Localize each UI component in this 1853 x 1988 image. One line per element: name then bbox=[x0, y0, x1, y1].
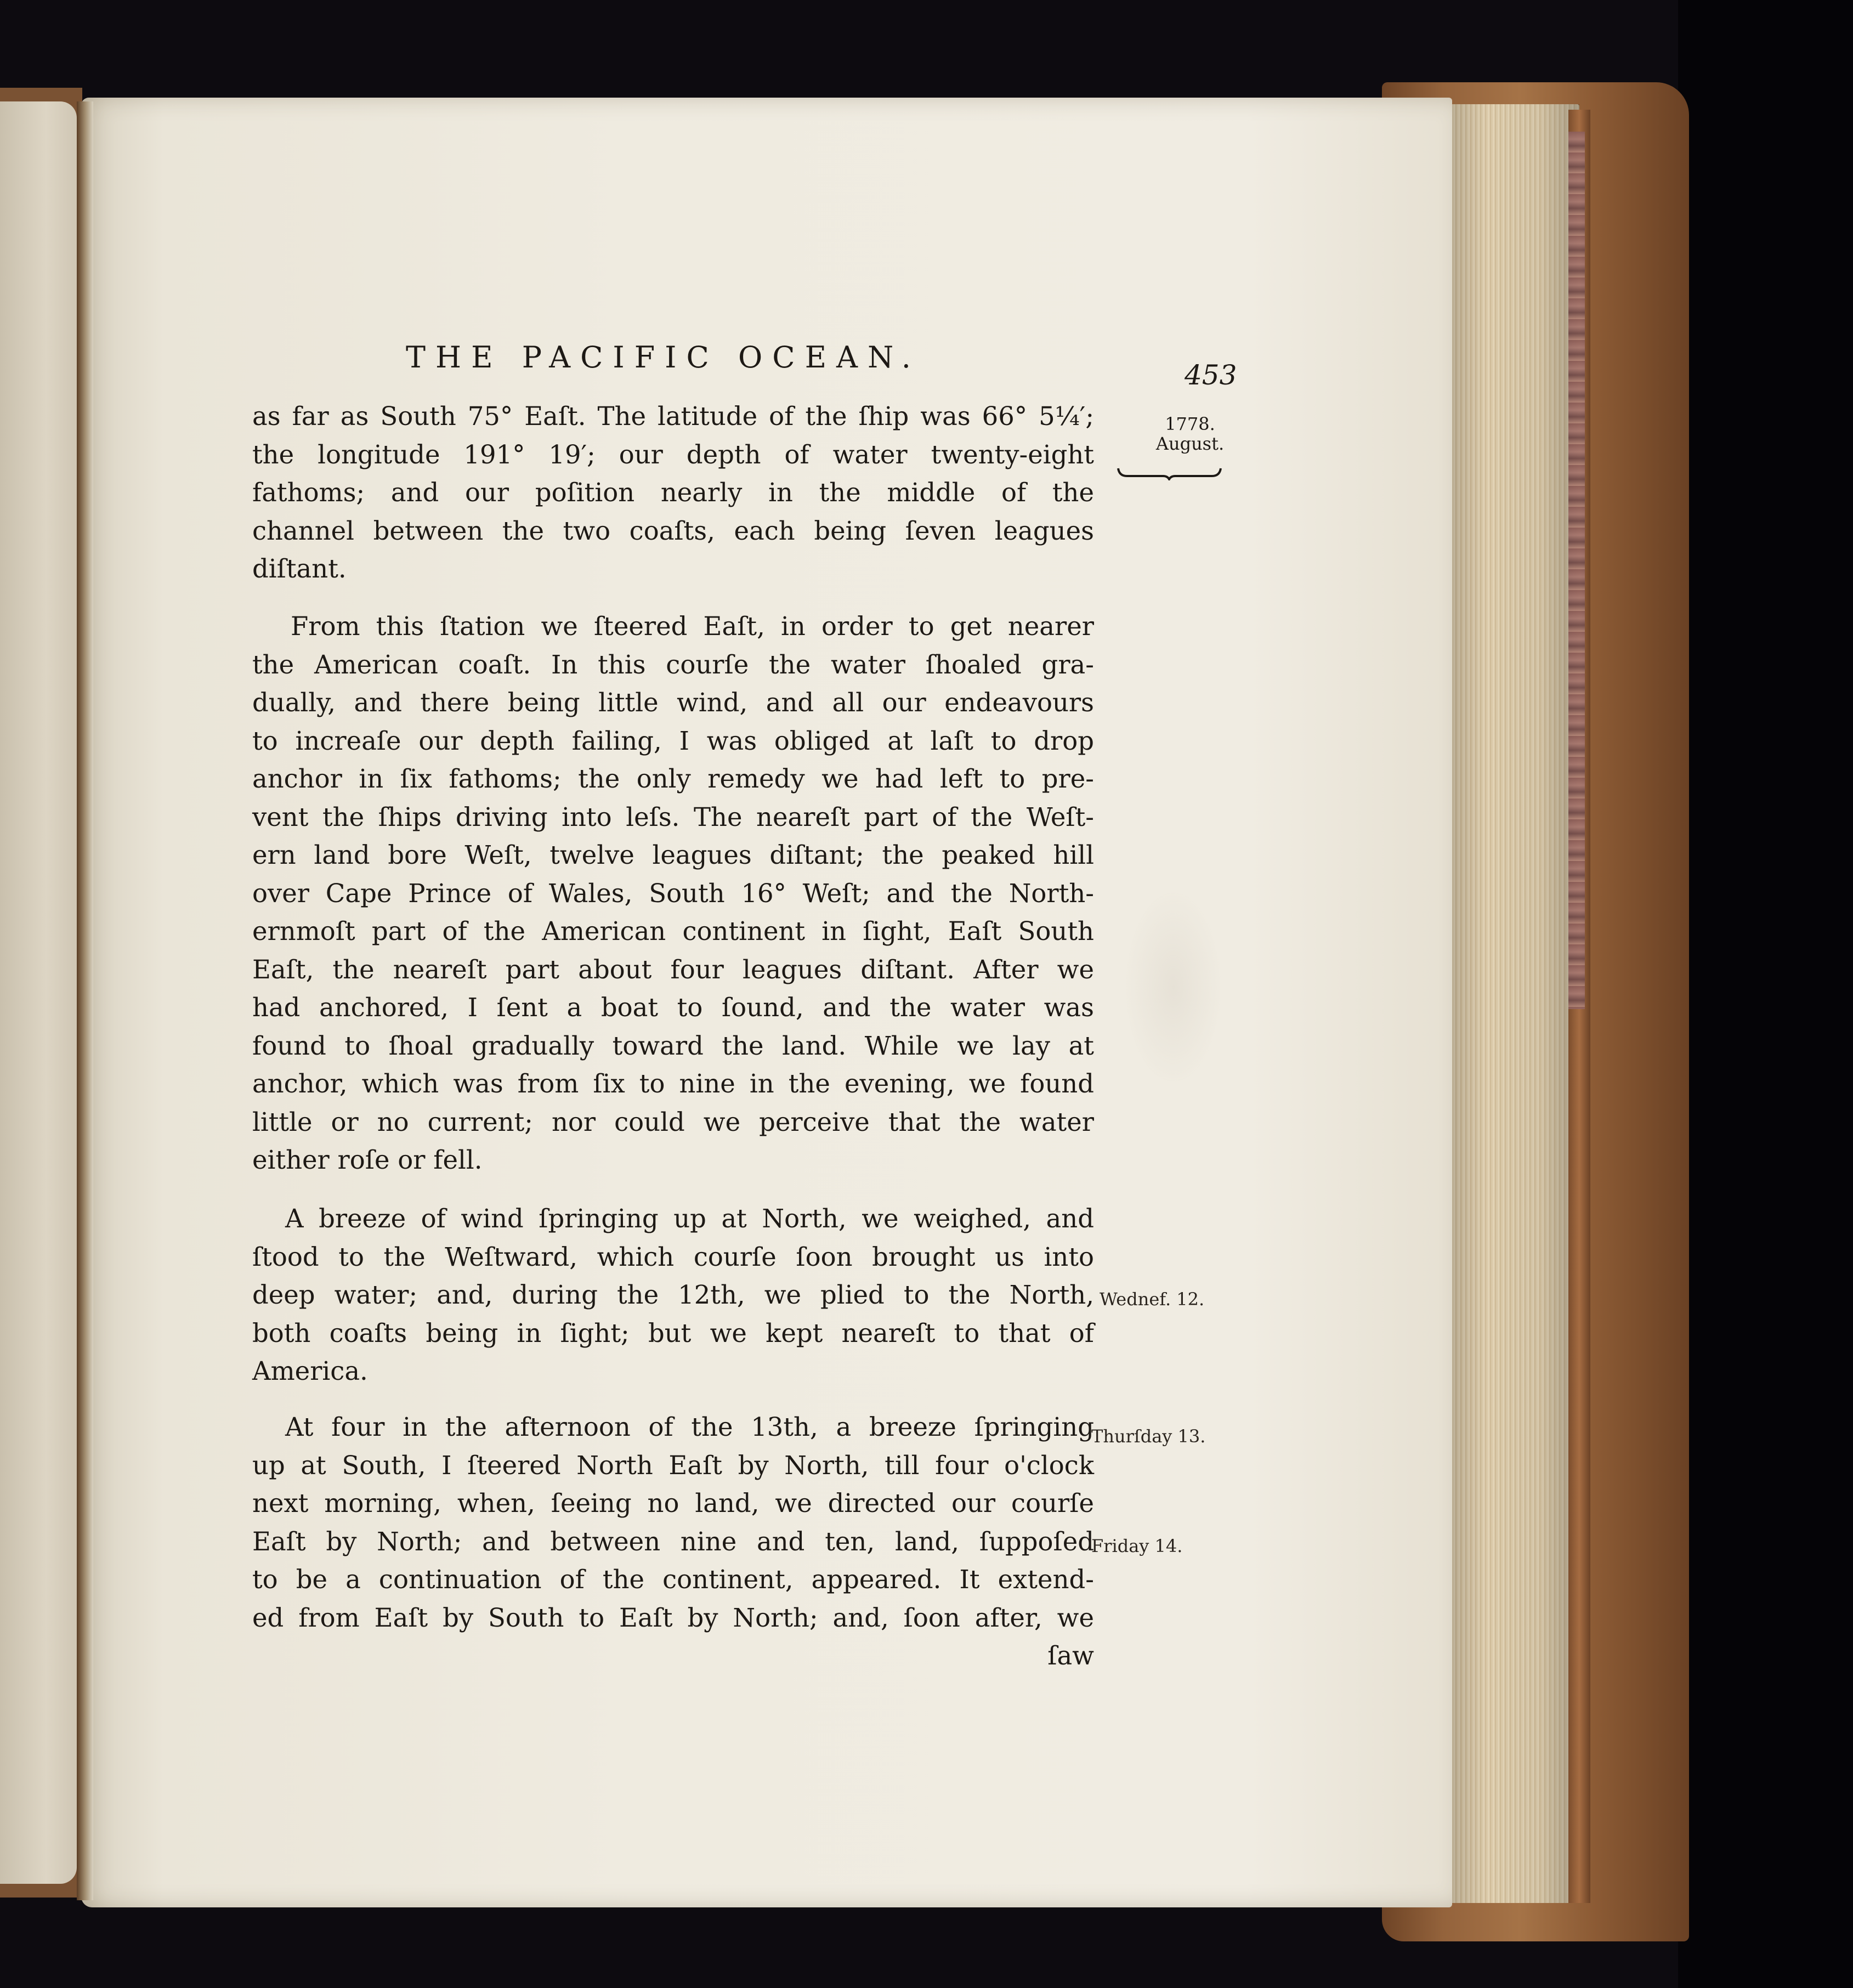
text-line: America. bbox=[252, 1356, 368, 1386]
text-line: A breeze of wind ſpringing up at North, we weighed, and bbox=[285, 1204, 1094, 1233]
text-line: to increaſe our depth failing, I was obliged at laſt to drop bbox=[252, 726, 1094, 756]
text-line: vent the ſhips driving into leſs. The neareſt part of the Weſt- bbox=[252, 802, 1094, 832]
margin-date bbox=[1141, 414, 1239, 454]
side-note-thursday: Thurſday 13. bbox=[1091, 1426, 1206, 1447]
text-line: found to ſhoal gradually toward the land. While we lay at bbox=[252, 1030, 1094, 1061]
text-line: up at South, I ſteered North Eaſt by North, till four o'clock bbox=[252, 1450, 1094, 1480]
text-line: ſtood to the Weſtward, which courſe ſoon brought us into bbox=[252, 1242, 1094, 1272]
page-number: 453 bbox=[1185, 359, 1237, 391]
gutter bbox=[77, 101, 93, 1900]
text-line: fathoms; and our poſition nearly in the middle of the bbox=[252, 478, 1094, 507]
margin-month: August. bbox=[1155, 433, 1225, 454]
text-line: to be a continuation of the continent, appeared. It extend- bbox=[252, 1565, 1094, 1594]
text-line: had anchored, I ſent a boat to ſound, and the water was bbox=[252, 993, 1094, 1022]
text-line: dually, and there being little wind, and all our endeavours bbox=[252, 688, 1094, 717]
paragraph-1 bbox=[252, 398, 1094, 588]
background bbox=[1678, 0, 1853, 1988]
paragraph-2 bbox=[252, 608, 1094, 1180]
margin-year: 1778. bbox=[1165, 414, 1215, 434]
text-line: over Cape Prince of Wales, South 16° Weſt; and the North- bbox=[252, 878, 1094, 908]
text-line: deep water; and, during the 12th, we plied to the North, bbox=[252, 1280, 1094, 1310]
text-line: next morning, when, ſeeing no land, we directed our courſe bbox=[252, 1488, 1094, 1518]
text-line: At four in the afternoon of the 13th, a breeze ſpringing bbox=[285, 1412, 1094, 1442]
side-note-wednesday: Wednef. 12. bbox=[1100, 1289, 1205, 1310]
text-line: the longitude 191° 19′; our depth of water twenty-eight bbox=[252, 439, 1094, 469]
text-line: either roſe or fell. bbox=[252, 1145, 483, 1175]
text-line: both coaſts being in ſight; but we kept neareſt to that of bbox=[252, 1318, 1094, 1348]
text-line: ernmoſt part of the American continent in ſight, Eaſt South bbox=[252, 916, 1094, 946]
running-head: THE PACIFIC OCEAN. bbox=[406, 340, 921, 375]
text-line: Eaſt by North; and between nine and ten, land, ſuppoſed bbox=[252, 1526, 1094, 1556]
text-line: little or no current; nor could we perceive that the water bbox=[252, 1107, 1094, 1137]
left-page bbox=[0, 101, 77, 1884]
paragraph-3 bbox=[252, 1200, 1094, 1391]
text-line: ed from Eaſt by South to Eaſt by North; and, ſoon after, we bbox=[252, 1602, 1094, 1633]
text-line: anchor in ſix fathoms; the only remedy we had left to pre- bbox=[252, 764, 1094, 794]
marbled-endpaper bbox=[1568, 132, 1585, 1009]
side-note-friday: Friday 14. bbox=[1091, 1536, 1183, 1556]
text-line: ern land bore Weſt, twelve leagues diſtant; the peaked hill bbox=[252, 840, 1094, 870]
text-line: Eaſt, the neareſt part about four leagues diſtant. After we bbox=[252, 954, 1094, 984]
brace-icon bbox=[1116, 466, 1223, 480]
paragraph-4 bbox=[252, 1408, 1094, 1675]
text-line: as far as South 75° Eaſt. The latitude of the ſhip was 66° 5¼′; bbox=[252, 401, 1094, 431]
fore-edge-shading bbox=[1448, 104, 1579, 1903]
text-line: diſtant. bbox=[252, 554, 347, 584]
show-through bbox=[1124, 888, 1223, 1086]
text-line: From this ſtation we ſteered Eaſt, in order to get nearer bbox=[291, 611, 1094, 641]
text-line: channel between the two coaſts, each being ſeven leagues bbox=[252, 516, 1094, 546]
text-line: anchor, which was from ſix to nine in the evening, we found bbox=[252, 1069, 1094, 1098]
text-line: the American coaſt. In this courſe the water ſhoaled gra- bbox=[252, 649, 1094, 679]
catchword: ſaw bbox=[1047, 1641, 1094, 1670]
